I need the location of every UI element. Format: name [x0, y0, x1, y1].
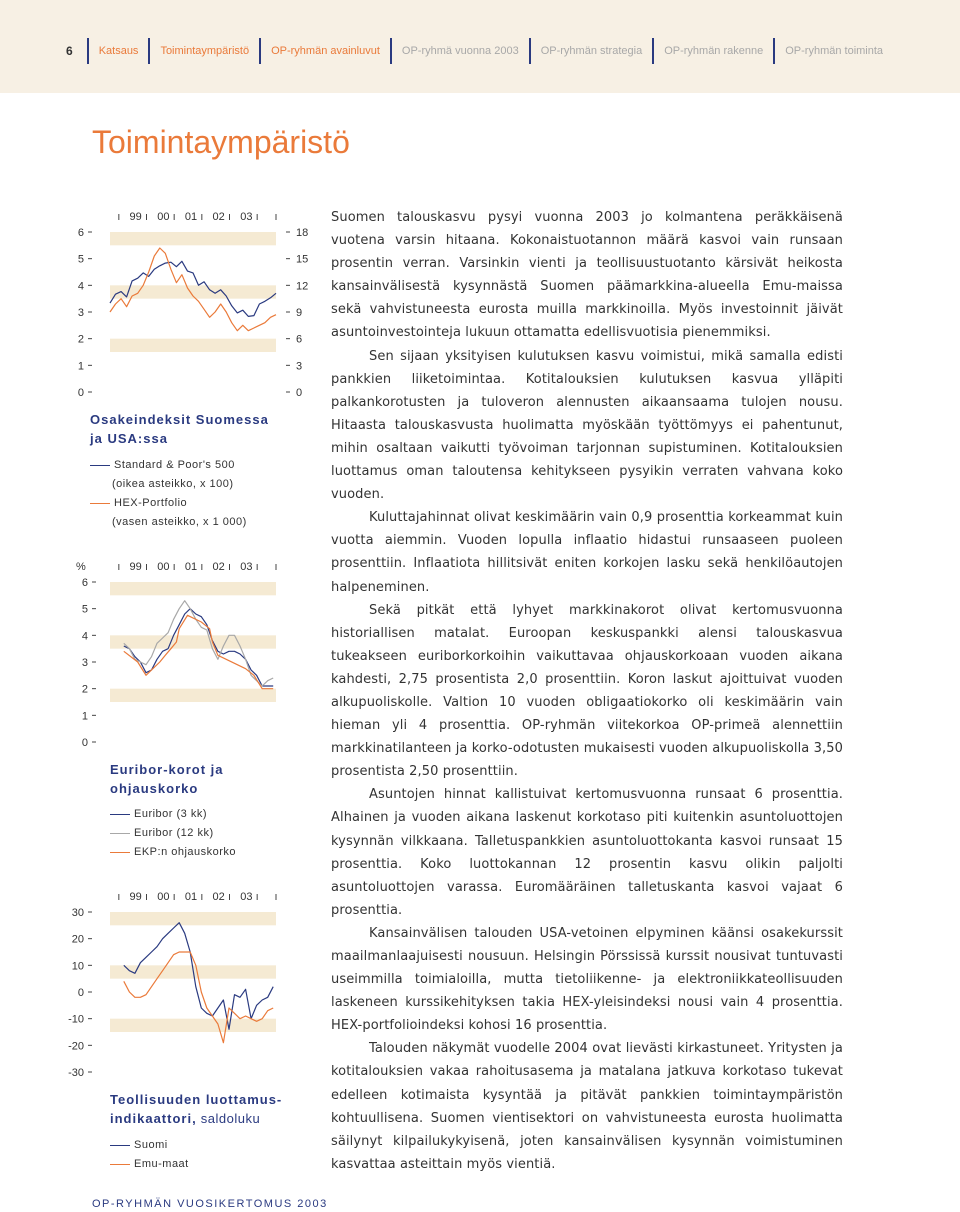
- grid-band: [110, 1019, 276, 1032]
- y-tick-label: 6: [77, 227, 84, 239]
- x-tick-label: 02: [212, 891, 225, 903]
- nav-item-strategia[interactable]: [529, 38, 652, 64]
- footer: OP-RYHMÄN VUOSIKERTOMUS 2003: [92, 1198, 328, 1210]
- y-tick-label: 0: [77, 387, 84, 399]
- y-tick-label: 3: [77, 307, 84, 319]
- y-tick-label-right: 3: [296, 360, 303, 373]
- legend-label: HEX-Portfolio: [114, 497, 188, 509]
- paragraph: Kansainvälisen talouden USA-vetoinen elpyminen käänsi osakekurssit maailmanlaajuisesti nousuun. Helsingin Pörssissä kurssit nousivat tuntuvasti useimmilla toimialoilla, mutta tietoliikenne- ja elektroniikkateollisuuden laskeneen kurssikehityksen takia HEX-yleisindeksi nousi vain 4 prosenttia. HEX-portfolioindeksi kohosi 16 prosenttia.: [331, 925, 843, 1034]
- nav-item-katsaus[interactable]: [87, 38, 149, 64]
- x-tick-label: 02: [212, 561, 225, 573]
- legend-swatch: [110, 814, 130, 815]
- nav-label: OP-ryhmä vuonna 2003: [401, 45, 519, 57]
- legend-swatch: [90, 503, 110, 504]
- y-tick-label-right: 15: [296, 253, 309, 266]
- legend-item-ekp: [110, 843, 236, 862]
- nav-item-avainluvut[interactable]: [259, 38, 390, 64]
- y-tick-label-right: 0: [296, 387, 303, 399]
- y-tick-label: 1: [81, 710, 88, 723]
- paragraph: Sekä pitkät että lyhyet markkinakorot olivat kertomusvuonna historiallisen matalat. Euroopan keskuspankki alensi talouskasvua tukeakseen euriborkorkoihin vaikuttavaa ohjauskorkoaan vuoden aikana kahdesti, 2,75 prosentista 2,0 prosenttiin. Koron laskut ajoittuivat vuoden alkupuoliskolle. Valtion 10 vuoden obligaatiokorko oli keskimäärin vain hieman yli 4 prosenttia. OP-ryhmän viitekorkoa OP-primeä alennettiin markkinatilanteen ja korko-odotusten mukaisesti vuoden alkupuoliskolla 3,50 prosentista 2,50 prosenttiin.: [331, 602, 843, 780]
- x-tick-label: 99: [129, 211, 142, 223]
- legend-label: Emu-maat: [134, 1158, 189, 1170]
- nav-label: OP-ryhmän toiminta: [785, 45, 884, 57]
- x-tick-label: 00: [157, 891, 170, 903]
- page-title: Toimintaympäristö: [92, 124, 350, 160]
- confidence-plot: [60, 880, 320, 1086]
- nav-label: OP-ryhmän strategia: [540, 45, 643, 57]
- nav-item-toiminta[interactable]: [773, 38, 893, 64]
- legend-label: Euribor (12 kk): [134, 827, 214, 839]
- paragraph: Sen sijaan yksityisen kulutuksen kasvu voimistui, mikä samalla edisti pankkien liiketoimintaa. Kotitalouksien kulutuksen kasvua ylläpiti palkankorotusten ja tuloveron alennusten aikaansaama tulojen nousu. Hitaasta talouskasvusta huolimatta myöskään työttömyys ei pahentunut, mihin osaltaan vaikutti työvoiman tarjonnan supistuminen. Kotitalouksien luottamus oman taloutensa kehitykseen pysyikin verraten vahvana koko vuoden.: [331, 348, 843, 503]
- y-tick-label: 5: [81, 603, 88, 616]
- y-tick-label: 20: [71, 933, 84, 946]
- legend-swatch: [110, 1145, 130, 1146]
- legend-swatch: [90, 465, 110, 466]
- x-tick-label: 02: [212, 211, 225, 223]
- x-tick-label: 00: [157, 211, 170, 223]
- euribor-chart: [60, 552, 320, 758]
- legend-item-euribor-12: [110, 824, 236, 843]
- legend-swatch: [110, 1164, 130, 1165]
- legend-label: EKP:n ohjauskorko: [134, 846, 237, 858]
- legend-item-sp500: [90, 456, 247, 475]
- x-tick-label: 03: [240, 561, 253, 573]
- grid-band: [110, 582, 276, 595]
- legend-item-suomi: [110, 1136, 189, 1155]
- y-tick-label: 2: [81, 683, 88, 696]
- y-tick-label: 4: [81, 630, 88, 643]
- x-tick-label: 01: [184, 891, 198, 903]
- legend-label: Suomi: [134, 1139, 168, 1151]
- x-tick-label: 03: [240, 891, 253, 903]
- equity-index-plot: [60, 200, 320, 410]
- equity-title-line1: Osakeindeksit Suomessa: [90, 412, 269, 427]
- confidence-legend: [110, 1136, 189, 1174]
- y-tick-label-right: 6: [296, 333, 303, 346]
- euribor-plot: [60, 552, 320, 758]
- y-tick-label: 30: [71, 907, 84, 919]
- nav-item-vuonna-2003[interactable]: [390, 38, 529, 64]
- equity-chart-title: [90, 410, 269, 448]
- nav-label: OP-ryhmän rakenne: [664, 45, 764, 57]
- nav-item-toimintaymparisto[interactable]: [148, 38, 259, 64]
- nav-label: Toimintaympäristö: [160, 45, 250, 57]
- y-tick-label: 0: [77, 987, 84, 999]
- series-line-ekp-n-ohjauskorko: [124, 615, 273, 688]
- nav-label: OP-ryhmän avainluvut: [271, 45, 380, 57]
- legend-item-emu: [110, 1155, 189, 1174]
- nav-item-rakenne[interactable]: [652, 38, 773, 64]
- grid-band: [110, 689, 276, 702]
- x-tick-label: 99: [129, 891, 142, 903]
- euribor-chart-title: [110, 760, 224, 798]
- legend-swatch: [110, 833, 130, 834]
- euribor-title-line1: Euribor-korot ja: [110, 762, 224, 777]
- grid-band: [110, 635, 276, 648]
- x-tick-label: 00: [157, 561, 170, 573]
- paragraph: Asuntojen hinnat kallistuivat kertomusvuonna runsaat 6 prosenttia. Alhainen ja vuoden aikana laskenut korkotaso piti kuitenkin asuntoluottojen kysynnän vilkkaana. Talletuspankkien asuntoluottokanta kasvoi runsaat 15 prosenttia. Koko luottokannan 12 prosentin kasvu olikin paljolti asuntoluottojen varassa. Euromääräinen talletuskanta kasvoi vajaat 6 prosenttia.: [331, 787, 843, 918]
- confidence-title-unit: saldoluku: [196, 1111, 261, 1126]
- y-tick-label: 4: [77, 280, 84, 293]
- euribor-title-line2: ohjauskorko: [110, 781, 199, 796]
- confidence-title-line1: Teollisuuden luottamus-: [110, 1092, 283, 1107]
- equity-index-chart: [60, 200, 320, 410]
- legend-label: Standard & Poor's 500: [114, 459, 235, 471]
- grid-band: [110, 912, 276, 925]
- legend-label: Euribor (3 kk): [134, 808, 208, 820]
- legend-item-euribor-3: [110, 805, 236, 824]
- euribor-legend: [110, 805, 236, 862]
- y-tick-label-right: 9: [296, 307, 303, 319]
- y-unit-label: %: [76, 561, 86, 573]
- body-text: [331, 206, 843, 1176]
- x-tick-label: 01: [184, 561, 198, 573]
- y-tick-label: 5: [77, 253, 84, 266]
- equity-legend: [90, 456, 247, 532]
- legend-sub: (vasen asteikko, x 1 000): [112, 516, 247, 528]
- grid-band: [110, 232, 276, 245]
- paragraph: Talouden näkymät vuodelle 2004 ovat lievästi kirkastuneet. Yritysten ja kotitalouksien vakaa rahoitusasema ja matalana jatkuva korkotaso tukevat edelleen kotimaista kysyntää ja pitävät pankkien toimintaympäristön kohtuullisena. Suomen vientisektori on vahvistuneesta eurosta huolimatta säilynyt kilpailukykyisenä, joten kansainvälisen kysynnän voimistuminen kasvattaa asteittain myös vientiä.: [331, 1041, 843, 1172]
- legend-sub: (oikea asteikko, x 100): [112, 478, 234, 490]
- legend-item-hex: [90, 494, 247, 513]
- y-tick-label-right: 12: [296, 280, 309, 293]
- y-tick-label: 10: [71, 960, 84, 973]
- legend-swatch: [110, 852, 130, 853]
- paragraph: Kuluttajahinnat olivat keskimäärin vain 0,9 prosenttia korkeammat kuin vuotta aiemmin. Vuoden lopulla inflaatio hidastui runsaaseen puoleen prosenttiin. Inflaatiota hillitsivät eniten korkojen lasku sekä henkilöautojen halpeneminen.: [331, 510, 843, 595]
- y-tick-label: 1: [77, 360, 84, 373]
- y-tick-label: 3: [81, 657, 88, 669]
- y-tick-label: -30: [68, 1067, 84, 1079]
- y-tick-label: 0: [81, 737, 88, 749]
- y-tick-label: 2: [77, 333, 84, 346]
- nav-label: Katsaus: [98, 45, 139, 57]
- confidence-chart: [60, 880, 320, 1086]
- section-navigation: [66, 38, 893, 64]
- y-tick-label: -10: [68, 1013, 84, 1026]
- confidence-chart-title: [110, 1090, 282, 1128]
- equity-title-line2: ja USA:ssa: [90, 431, 168, 446]
- y-tick-label-right: 18: [296, 227, 309, 239]
- page-number: 6: [66, 44, 73, 58]
- y-tick-label: 6: [81, 577, 88, 589]
- paragraph: Suomen talouskasvu pysyi vuonna 2003 jo kolmantena peräkkäisenä vuotena varsin hitaana. Kokonaistuotannon määrä kasvoi vain runsaan prosentin verran. Varsinkin vienti ja teollisuustuotanto kärsivät heikosta kansainvälisestä kysynnästä Suomen päämarkkina-alueella Emu-maissa sekä vahvistuneesta eurosta muilla markkinoilla. Myös investoinnit jäivät asuntoinvestointeja lukuun ottamatta edellisvuotisia pienemmiksi.: [331, 210, 843, 341]
- x-tick-label: 03: [240, 211, 253, 223]
- confidence-title-line2: indikaattori,: [110, 1111, 197, 1126]
- x-tick-label: 01: [184, 211, 198, 223]
- y-tick-label: -20: [68, 1040, 84, 1053]
- x-tick-label: 99: [129, 561, 142, 573]
- grid-band: [110, 339, 276, 352]
